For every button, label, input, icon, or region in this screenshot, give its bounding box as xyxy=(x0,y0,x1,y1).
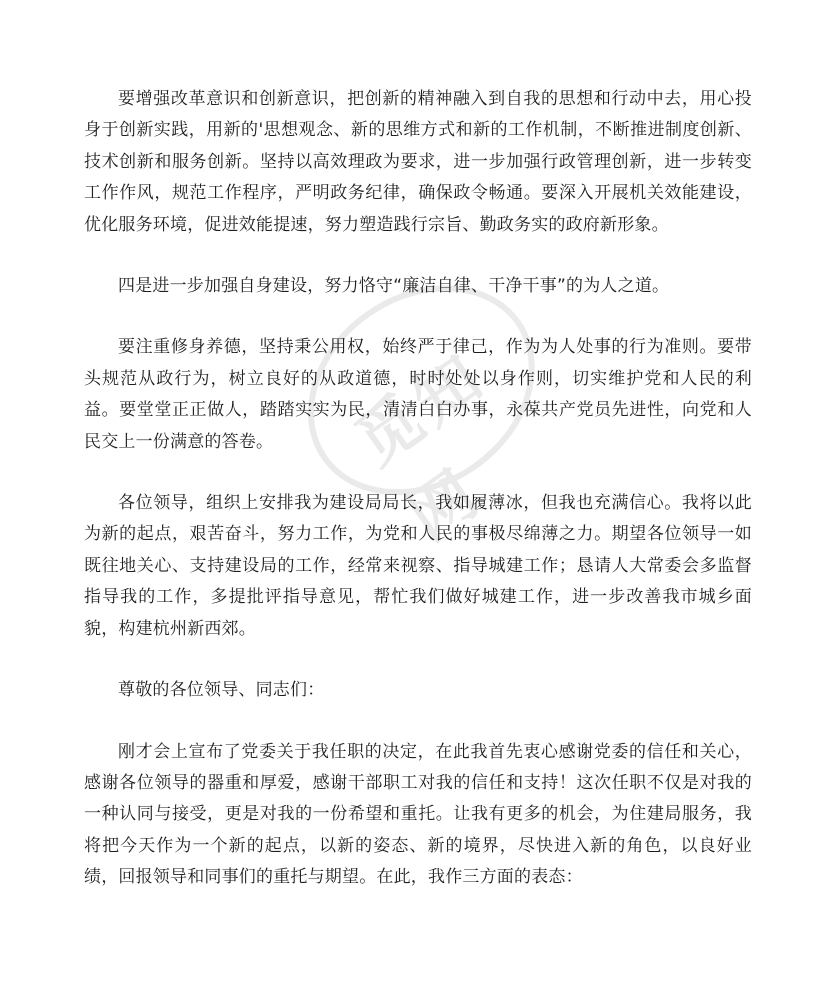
document-body xyxy=(84,84,752,894)
paragraph-salutation: 尊敬的各位领导、同志们： xyxy=(118,680,325,701)
paragraph-moral-conduct: 要注重修身养德，坚持秉公用权，始终严于律己，作为为人处事的行为准则。要带头规范从政行为，树立良好的从政道德，时时处处以身作则，切实维护党和人民的利益。要堂堂正正做人，踏踏实实为民，清清白白办事，永葆共产党员先进性，向党和人民交上一份满意的答卷。 xyxy=(84,337,752,452)
paragraph-self-discipline-heading: 四是进一步加强自身建设，努力恪守“廉洁自律、干净干事”的为人之道。 xyxy=(118,276,670,297)
paragraph-leadership-request: 各位领导，组织上安排我为建设局局长，我如履薄冰，但我也充满信心。我将以此为新的起点，艰苦奋斗，努力工作，为党和人民的事极尽绵薄之力。期望各位领导一如既往地关心、支持建设局的工作，经常来视察、指导城建工作；恳请人大常委会多监督指导我的工作，多提批评指导意见，帮忙我们做好城建工作，进一步改善我市城乡面貌，构建杭州新西郊。 xyxy=(84,493,752,639)
paragraph-innovation: 要增强改革意识和创新意识，把创新的精神融入到自我的思想和行动中去，用心投身于创新实践，用新的'思想观念、新的思维方式和新的工作机制，不断推进制度创新、技术创新和服务创新。坚持以高效理政为要求，进一步加强行政管理创新，进一步转变工作作风，规范工作程序，严明政务纪律，确保政令畅通。要深入开展机关效能建设，优化服务环境，促进效能提速，努力塑造践行宗旨、勤政务实的政府新形象。 xyxy=(84,89,752,235)
paragraph-appointment-thanks: 刚才会上宣布了党委关于我任职的决定，在此我首先衷心感谢党委的信任和关心，感谢各位领导的器重和厚爱，感谢干部职工对我的信任和支持！这次任职不仅是对我的一种认同与接受，更是对我的一份希望和重托。让我有更多的机会，为住建局服务，我将把今天作为一个新的起点，以新的姿态、新的境界，尽快进入新的角色，以良好业绩，回报领导和同事们的重托与期望。在此，我作三方面的表态： xyxy=(84,741,752,888)
watermark-text: 觅知网 xyxy=(342,339,501,556)
